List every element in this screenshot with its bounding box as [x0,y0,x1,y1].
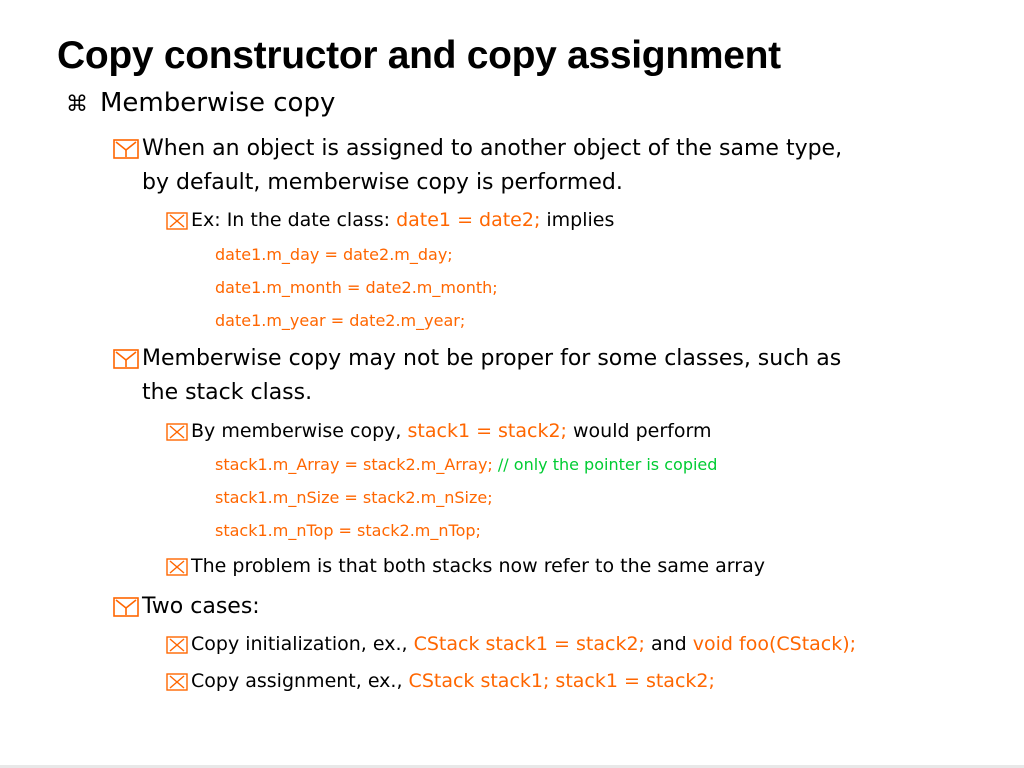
sub-bullet-date-example [166,205,614,235]
sub-bullet-problem [166,551,765,581]
checkbox-x-icon [166,423,188,441]
code-line: date1.m_month = date2.m_month; [215,278,498,297]
bullet-memberwise-copy [66,86,335,122]
example-prefix: Ex: In the date class: [191,209,397,231]
bullet-text: Memberwise copy [100,88,336,118]
example-code: stack1 = stack2; [407,420,567,442]
case-prefix: Copy initialization, ex., [191,633,414,655]
code-comment: // only the pointer is copied [497,455,718,474]
bullet-text-line2: by default, memberwise copy is performed. [142,170,623,195]
case-prefix: Copy assignment, ex., [191,670,409,692]
checkbox-y-icon [113,597,139,617]
code-line: stack1.m_nTop = stack2.m_nTop; [215,521,481,540]
case-middle: and [644,633,693,655]
checkbox-x-icon [166,558,188,576]
bullet-text: Two cases: [142,594,260,619]
checkbox-x-icon [166,636,188,654]
code-line: stack1.m_Array = stack2.m_Array; [215,455,498,474]
case-code: CStack stack1 = stack2; [413,633,645,655]
case-code: CStack stack1; stack1 = stack2; [408,670,715,692]
bullet-not-proper [113,342,841,410]
code-line: date1.m_year = date2.m_year; [215,311,466,330]
sub-bullet-copy-assignment [166,666,715,696]
code-line: date1.m_day = date2.m_day; [215,245,453,264]
case-code: void foo(CStack); [692,633,857,655]
checkbox-x-icon [166,673,188,691]
sub-bullet-stack-example [166,416,711,446]
problem-text: The problem is that both stacks now refer to the same array [191,555,765,577]
bullet-text-line1: Memberwise copy may not be proper for some classes, such as [142,346,842,371]
bullet-text-line2: the stack class. [142,380,313,405]
bullet-two-cases [113,590,260,624]
checkbox-y-icon [113,139,139,159]
example-prefix: By memberwise copy, [191,420,408,442]
checkbox-y-icon [113,349,139,369]
example-suffix: implies [540,209,615,231]
example-suffix: would perform [566,420,712,442]
code-line: stack1.m_nSize = stack2.m_nSize; [215,488,493,507]
sub-bullet-copy-initialization [166,629,856,659]
bullet-assignment-default [113,132,842,200]
checkbox-x-icon [166,212,188,230]
command-key-icon: ⌘ [66,92,88,117]
example-code: date1 = date2; [396,209,541,231]
slide-title: Copy constructor and copy assignment [57,34,781,77]
code-line-with-comment [215,450,717,480]
bullet-text-line1: When an object is assigned to another object of the same type, [142,136,843,161]
